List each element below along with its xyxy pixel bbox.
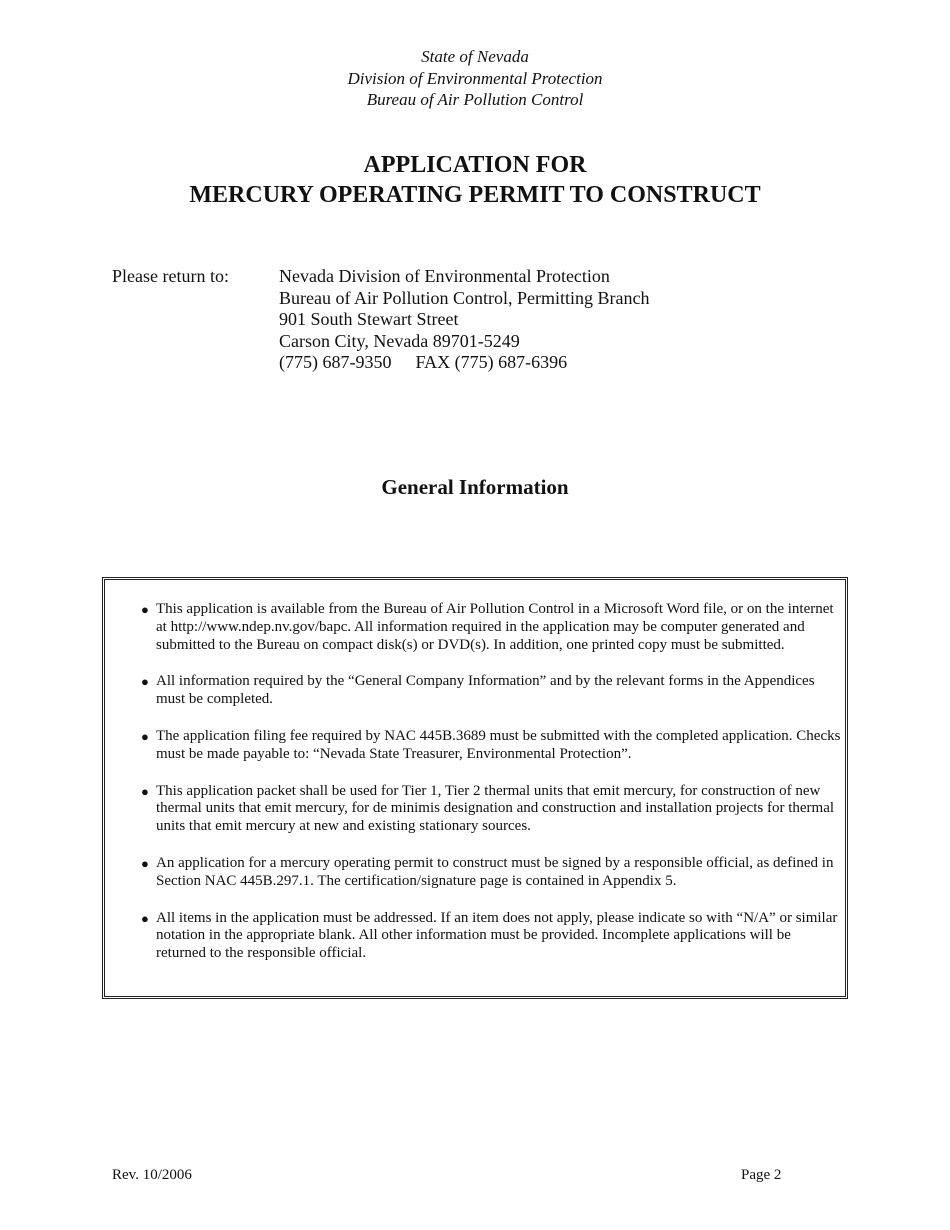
phone-number: (775) 687-9350 xyxy=(279,352,392,372)
list-item-text: All items in the application must be addressed. If an item does not apply, please indicate so with “N/A” or similar notation in the appropriate blank. All other information must be provided. Incomplete applications will be returned to the responsible official. xyxy=(156,909,838,962)
bullet-icon: ● xyxy=(141,855,149,871)
agency-state: State of Nevada xyxy=(421,47,529,66)
bullet-icon: ● xyxy=(141,910,149,926)
address-line-street: 901 South Stewart Street xyxy=(279,309,459,329)
address-line-agency: Nevada Division of Environmental Protection xyxy=(279,266,610,286)
address-line-contact xyxy=(279,352,649,374)
list-item xyxy=(141,855,841,891)
list-item-text: An application for a mercury operating permit to construct must be signed by a responsible official, as defined in Section NAC 445B.297.1. The certification/signature page is contained in Appendix 5. xyxy=(156,854,834,889)
bullet-icon: ● xyxy=(141,674,149,690)
title-line-2: MERCURY OPERATING PERMIT TO CONSTRUCT xyxy=(189,181,761,208)
bullet-icon: ● xyxy=(141,783,149,799)
list-item xyxy=(141,673,841,709)
address-line-bureau: Bureau of Air Pollution Control, Permitting Branch xyxy=(279,287,650,308)
agency-bureau: Bureau of Air Pollution Control xyxy=(366,90,584,109)
bullet-icon: ● xyxy=(141,602,149,617)
bullet-icon: ● xyxy=(141,728,149,744)
return-address xyxy=(279,266,649,374)
title-line-1: APPLICATION FOR xyxy=(363,152,587,178)
address-line-city: Carson City, Nevada 89701-5249 xyxy=(279,330,520,351)
list-item-text: All information required by the “General Company Information” and by the relevant forms in the Appendices must be completed. xyxy=(156,673,815,708)
section-heading-general-information: General Information xyxy=(381,475,569,499)
page-number: Page 2 xyxy=(741,1167,782,1183)
general-information-box xyxy=(102,577,848,999)
list-item xyxy=(141,910,841,963)
return-to-label: Please return to: xyxy=(112,266,229,286)
revision-date: Rev. 10/2006 xyxy=(112,1167,192,1183)
agency-header xyxy=(0,46,950,111)
list-item xyxy=(141,601,841,654)
list-item xyxy=(141,783,841,836)
general-information-list xyxy=(141,601,841,982)
agency-division: Division of Environmental Protection xyxy=(347,68,603,88)
page-title xyxy=(0,151,950,210)
fax-number: FAX (775) 687-6396 xyxy=(415,352,568,372)
list-item-text: This application is available from the Bureau of Air Pollution Control in a Microsoft Word file, or on the internet at http://www.ndep.nv.gov/bapc. All information required in the application may be computer generated and submitted to the Bureau on compact disk(s) or DVD(s). In addition, one printed copy must be submitted. xyxy=(156,601,834,653)
list-item xyxy=(141,728,841,764)
list-item-text: This application packet shall be used for Tier 1, Tier 2 thermal units that emit mercury, for construction of new thermal units that emit mercury, for de minimis designation and construction and installation projects for thermal units that emit mercury at new and existing stationary sources. xyxy=(156,782,835,835)
list-item-text: The application filing fee required by NAC 445B.3689 must be submitted with the completed application. Checks must be made payable to: “Nevada State Treasurer, Environmental Protection”. xyxy=(156,727,841,762)
